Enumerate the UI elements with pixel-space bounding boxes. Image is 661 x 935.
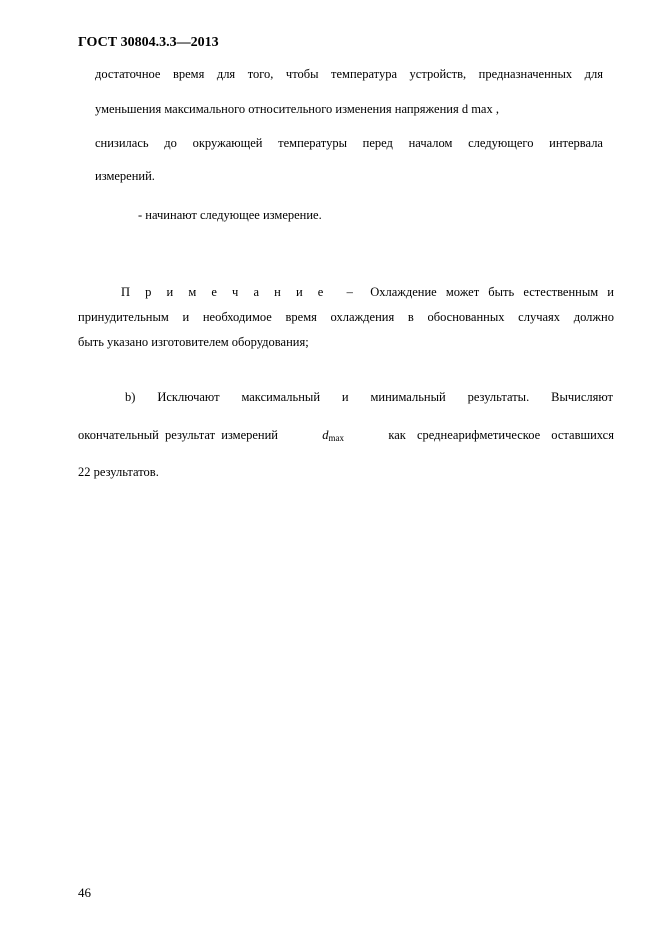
paragraph-line <box>95 135 603 151</box>
formula-subscript: max <box>328 433 345 443</box>
note-dash: – <box>346 285 353 299</box>
document-header: ГОСТ 30804.3.3—2013 <box>78 35 219 50</box>
formula-variable: d <box>322 428 329 442</box>
item-b-formula-line <box>78 427 614 443</box>
note-line: быть указано изготовителем оборудования; <box>78 335 309 349</box>
formula-symbol <box>322 427 344 443</box>
page-number: 46 <box>78 885 91 900</box>
note-line-text: принудительным и необходимое время охлаждения в обоснованных случаях должно <box>78 310 614 324</box>
item-b-line-text: b) Исключают максимальный и минимальный результаты. Вычисляют <box>125 390 613 404</box>
paragraph-line-text: достаточное время для того, чтобы температура устройств, предназначенных для <box>95 67 603 81</box>
paragraph-line: измерений. <box>95 169 155 183</box>
item-b-line: 22 результатов. <box>78 465 159 479</box>
item-b-text-after: как среднеарифметическое оставшихся <box>388 428 614 442</box>
note-label: П р и м е ч а н и е <box>121 285 330 299</box>
paragraph-line: уменьшения максимального относительного изменения напряжения d max , <box>95 102 499 116</box>
note-text: Охлаждение может быть естественным и <box>370 285 614 299</box>
paragraph-line-text: снизилась до окружающей температуры перед началом следующего интервала <box>95 136 603 150</box>
paragraph-line <box>95 66 603 82</box>
note-first-line <box>121 284 614 300</box>
dash-list-item: - начинают следующее измерение. <box>138 208 322 222</box>
item-b-line <box>125 389 613 405</box>
item-b-text-before: окончательный результат измерений <box>78 428 278 442</box>
note-line <box>78 309 614 325</box>
